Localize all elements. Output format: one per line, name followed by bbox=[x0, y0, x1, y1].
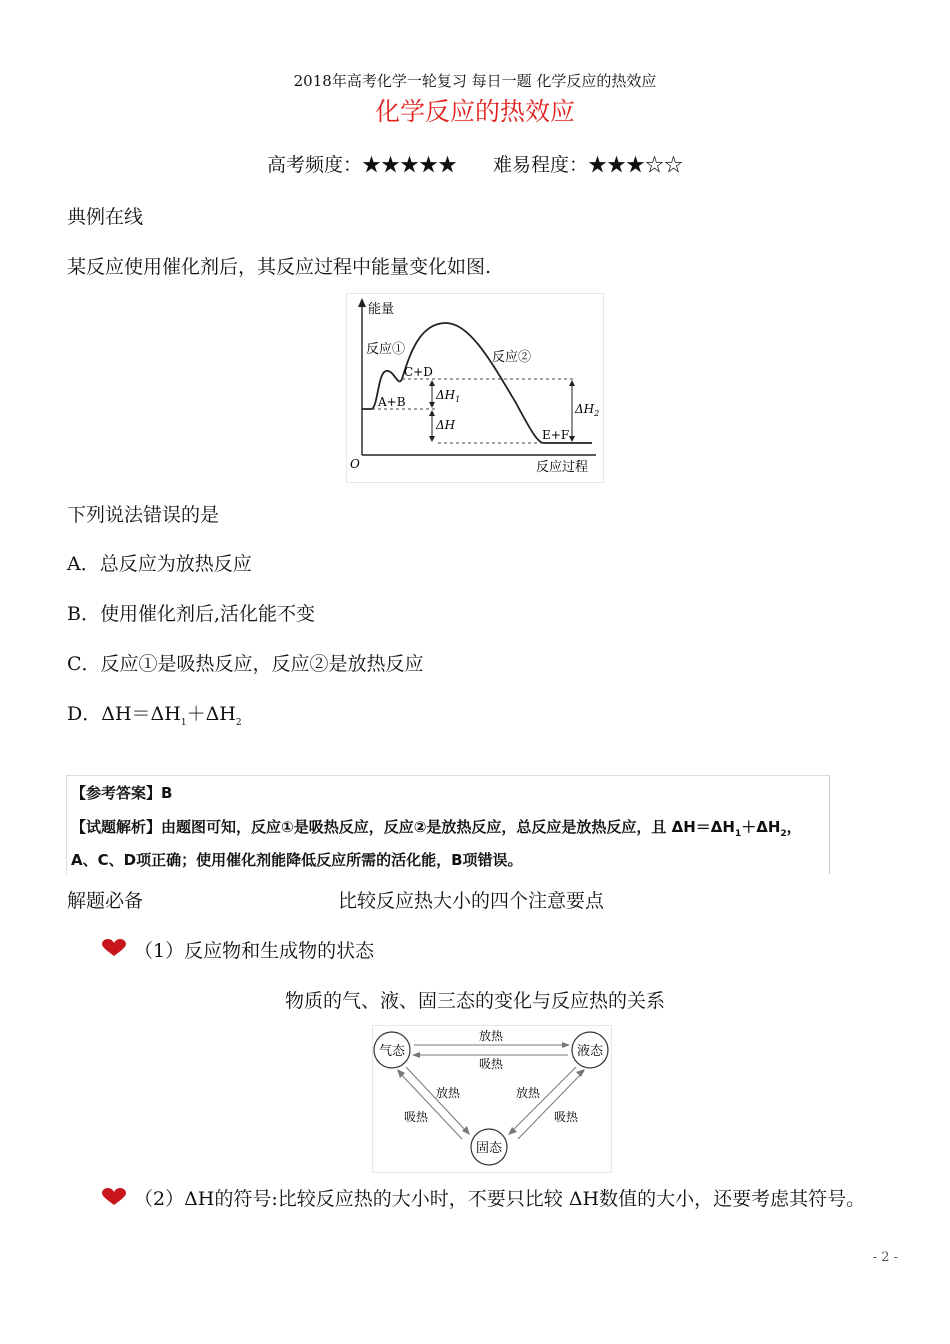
option-a: A．总反应为放热反应 bbox=[67, 553, 252, 575]
origin-label: O bbox=[350, 457, 360, 471]
analysis-line-2: A、C、D项正确；使用催化剂能降低反应所需的活化能，B项错误。 bbox=[71, 851, 523, 869]
ab-label: A+B bbox=[378, 395, 406, 409]
y-axis-arrow-icon bbox=[358, 298, 366, 307]
heart-bullet-icon bbox=[101, 1188, 127, 1206]
x-axis-label: 反应过程 bbox=[536, 460, 589, 475]
section-example-label: 典例在线 bbox=[67, 206, 144, 228]
dh1-label: $\Delta H_1$ bbox=[436, 388, 461, 404]
dh2-arrow-head-down-icon bbox=[569, 436, 575, 442]
option-b: B．使用催化剂后,活化能不变 bbox=[67, 603, 316, 625]
absorb-left-label: 吸热 bbox=[403, 1110, 429, 1124]
doc-header-line: 2018年高考化学一轮复习 每日一题 化学反应的热效应 bbox=[293, 72, 657, 90]
release-top-label: 放热 bbox=[478, 1029, 504, 1043]
absorb-right-label: 吸热 bbox=[553, 1110, 579, 1124]
diagram-title: 物质的气、液、固三态的变化与反应热的关系 bbox=[284, 990, 665, 1012]
y-axis-label: 能量 bbox=[368, 302, 395, 317]
dh-label: ΔH bbox=[436, 418, 456, 432]
reaction2-label: 反应② bbox=[492, 350, 532, 365]
dh-arrow-head-up-icon bbox=[429, 410, 435, 416]
dh1-arrow-head-down-icon bbox=[429, 402, 435, 408]
dh2-arrow-head-up-icon bbox=[569, 380, 575, 386]
answer-box bbox=[66, 775, 830, 874]
arrowhead-left-icon bbox=[412, 1052, 420, 1058]
analysis-line-1: 【试题解析】由题图可知，反应①是吸热反应，反应②是放热反应，总反应是放热反应，且 $\Delta H=\Delta H_1+\Delta H_2$， bbox=[71, 818, 802, 839]
dh1-arrow-head-up-icon bbox=[429, 380, 435, 386]
arrow-solid-to-gas bbox=[398, 1071, 462, 1139]
solid-label: 固态 bbox=[475, 1141, 503, 1156]
difficulty-stars: ★★★☆☆ bbox=[588, 154, 684, 176]
difficulty-label: 难易程度： bbox=[493, 154, 589, 176]
frequency-difficulty-line bbox=[0, 150, 950, 177]
question-stem: 某反应使用催化剂后，其反应过程中能量变化如图. bbox=[67, 256, 492, 278]
arrowhead-right-icon bbox=[562, 1042, 570, 1048]
point-1: （1）反应物和生成物的状态 bbox=[134, 940, 375, 962]
option-c: C．反应①是吸热反应，反应②是放热反应 bbox=[67, 653, 424, 675]
question-prompt: 下列说法错误的是 bbox=[67, 504, 220, 526]
frequency-stars: ★★★★★ bbox=[361, 154, 457, 176]
page-title: 化学反应的热效应 bbox=[374, 97, 575, 126]
heart-bullet-icon bbox=[101, 939, 127, 957]
dh-arrow-head-down-icon bbox=[429, 436, 435, 442]
absorb-top-label: 吸热 bbox=[478, 1057, 504, 1071]
gas-label: 气态 bbox=[378, 1044, 406, 1059]
arrow-solid-to-liquid bbox=[515, 1071, 584, 1139]
arrowhead-up-right-icon bbox=[576, 1069, 585, 1077]
energy-curve bbox=[362, 323, 592, 443]
point-2: （2）ΔH的符号:比较反应热的大小时，不要只比较 ΔH数值的大小，还要考虑其符号。 bbox=[134, 1188, 866, 1210]
arrowhead-down-left-icon bbox=[508, 1127, 517, 1135]
essentials-heading: 比较反应热大小的四个注意要点 bbox=[338, 890, 605, 912]
option-d: D．$\Delta H=\Delta H_1+\Delta H_2$ bbox=[67, 703, 242, 728]
essentials-label: 解题必备 bbox=[67, 890, 144, 912]
release-right-label: 放热 bbox=[515, 1086, 541, 1100]
reference-answer: 【参考答案】B bbox=[71, 784, 173, 802]
ef-label: E+F bbox=[542, 428, 570, 442]
dh2-label: $\Delta H_2$ bbox=[575, 402, 600, 418]
page-number: - 2 - bbox=[872, 1250, 898, 1265]
state-change-diagram bbox=[372, 1025, 612, 1173]
frequency-label: 高考频度： bbox=[266, 154, 362, 176]
release-left-label: 放热 bbox=[435, 1086, 461, 1100]
energy-profile-figure bbox=[346, 293, 604, 483]
liquid-label: 液态 bbox=[576, 1044, 604, 1059]
reaction1-label: 反应① bbox=[366, 342, 406, 357]
cd-label: C+D bbox=[404, 365, 433, 379]
